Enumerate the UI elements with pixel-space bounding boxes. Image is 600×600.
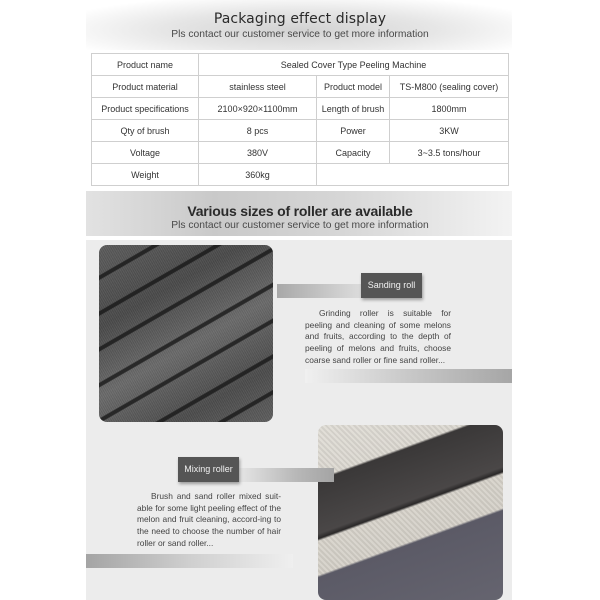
packaging-section-title: Packaging effect display [213,11,387,27]
decorative-gradient-bar [305,369,512,383]
spec-label: Product specifications [92,98,199,120]
table-row [92,164,509,186]
roller-section-title: Various sizes of roller are available [187,203,413,219]
table-row [92,142,509,164]
mixing-roller-description: Brush and sand roller mixed suit-able for some light peeling effect of the melon and fruit cleaning, accord-ing to the need to choose the number of hair roller or sand roller... [137,491,281,548]
spec-label: Product material [92,76,199,98]
spec-label: Power [317,120,390,142]
spec-label: Weight [92,164,199,186]
spec-value: 3KW [390,120,509,142]
spec-label: Product name [92,54,199,76]
spec-value: 360kg [199,164,317,186]
sanding-roller-photo [99,245,273,422]
spec-label: Length of brush [317,98,390,120]
mixing-roller-photo [318,425,503,600]
spec-value: TS-M800 (sealing cover) [390,76,509,98]
spec-label: Qty of brush [92,120,199,142]
spec-label: Voltage [92,142,199,164]
table-row [92,120,509,142]
decorative-gradient-bar [86,554,293,568]
sanding-roll-tag: Sanding roll [361,273,422,298]
empty-cell [317,164,509,186]
spec-value: Sealed Cover Type Peeling Machine [199,54,509,76]
spec-table [91,53,509,186]
spec-value: 2100×920×1100mm [199,98,317,120]
table-row [92,76,509,98]
spec-value: stainless steel [199,76,317,98]
sanding-roll-description: Grinding roller is suitable for peeling and cleaning of some melons and fruits, according to the depth of peeling of melons and fruits, choose coarse sand roller or fine sand roller... [305,308,451,365]
table-row [92,54,509,76]
spec-value: 3~3.5 tons/hour [390,142,509,164]
spec-value: 380V [199,142,317,164]
packaging-section-subtitle: Pls contact our customer service to get more information [171,29,429,40]
table-row [92,98,509,120]
spec-value: 8 pcs [199,120,317,142]
roller-section-subtitle: Pls contact our customer service to get more information [171,220,429,231]
spec-label: Product model [317,76,390,98]
mixing-roller-tag: Mixing roller [178,457,239,482]
spec-label: Capacity [317,142,390,164]
decorative-gradient-bar [238,468,334,482]
spec-value: 1800mm [390,98,509,120]
